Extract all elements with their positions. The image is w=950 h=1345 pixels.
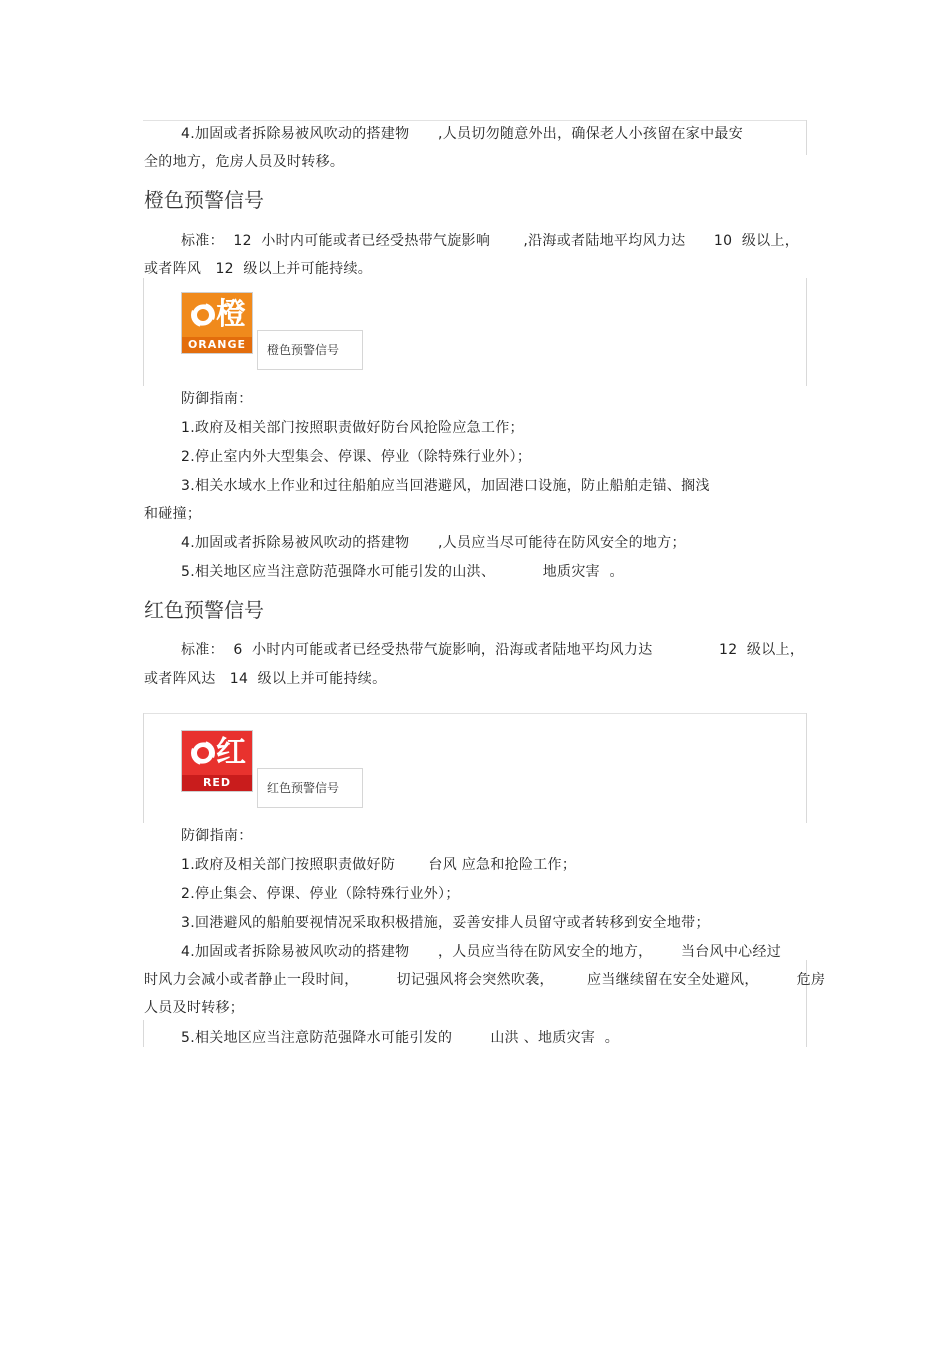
standard-text: 或者阵风 12 级以上并可能持续。 bbox=[144, 261, 373, 277]
paragraph-line: 全的地方，危房人员及时转移。 bbox=[144, 154, 345, 170]
guide-item: 1.政府及相关部门按照职责做好防台风抢险应急工作； bbox=[181, 420, 524, 436]
orange-typhoon-signal-icon bbox=[181, 292, 253, 354]
typhoon-symbol-icon bbox=[188, 738, 218, 768]
standard-text: 或者阵风达 14 级以上并可能持续。 bbox=[144, 671, 387, 687]
guide-item: 和碰撞； bbox=[144, 506, 202, 522]
table-border bbox=[143, 713, 807, 714]
guide-item: 时风力会减小或者静止一段时间， 切记强风将会突然吹袭， 应当继续留在安全处避风， 危房 bbox=[144, 972, 826, 988]
signal-caption: 橙色预警信号 bbox=[257, 330, 363, 370]
table-border-right bbox=[806, 713, 807, 823]
guide-item: 2.停止室内外大型集会、停课、停业（除特殊行业外）； bbox=[181, 449, 532, 465]
icon-band-label: ORANGE bbox=[182, 337, 252, 353]
table-border-left bbox=[143, 713, 144, 823]
guide-item: 5.相关地区应当注意防范强降水可能引发的山洪、 地质灾害 。 bbox=[181, 564, 624, 580]
table-border-top bbox=[143, 120, 807, 121]
guide-item: 4.加固或者拆除易被风吹动的搭建物 ，人员应当待在防风安全的地方， 当台风中心经过 bbox=[181, 944, 782, 960]
standard-text: 标准： 6 小时内可能或者已经受热带气旋影响，沿海或者陆地平均风力达 12 级以上， bbox=[181, 642, 805, 658]
table-border-right bbox=[806, 120, 807, 155]
section-heading-orange: 橙色预警信号 bbox=[144, 188, 264, 212]
guide-item: 5.相关地区应当注意防范强降水可能引发的 山洪 、地质灾害 。 bbox=[181, 1030, 620, 1046]
guide-item: 4.加固或者拆除易被风吹动的搭建物 ,人员应当尽可能待在防风安全的地方； bbox=[181, 535, 686, 551]
paragraph-line: 4.加固或者拆除易被风吹动的搭建物 ,人员切勿随意外出，确保老人小孩留在家中最安 bbox=[181, 126, 744, 142]
icon-band-label: RED bbox=[182, 775, 252, 791]
guide-title: 防御指南： bbox=[181, 391, 253, 407]
signal-caption: 红色预警信号 bbox=[257, 768, 363, 808]
guide-item: 1.政府及相关部门按照职责做好防 台风 应急和抢险工作； bbox=[181, 857, 577, 873]
red-typhoon-signal-icon bbox=[181, 730, 253, 792]
icon-char: 橙 bbox=[216, 297, 246, 332]
typhoon-symbol-icon bbox=[188, 300, 218, 330]
guide-title: 防御指南： bbox=[181, 828, 253, 844]
table-border-left bbox=[143, 278, 144, 386]
icon-char: 红 bbox=[216, 735, 246, 770]
table-border-left bbox=[143, 1020, 144, 1047]
guide-item: 人员及时转移； bbox=[144, 1000, 245, 1016]
standard-text: 标准： 12 小时内可能或者已经受热带气旋影响 ,沿海或者陆地平均风力达 10 级以上， bbox=[181, 233, 800, 249]
guide-item: 2.停止集会、停课、停业（除特殊行业外）； bbox=[181, 886, 460, 902]
table-border-right bbox=[806, 278, 807, 386]
guide-item: 3.回港避风的船舶要视情况采取积极措施，妥善安排人员留守或者转移到安全地带； bbox=[181, 915, 710, 931]
guide-item: 3.相关水域水上作业和过往船舶应当回港避风，加固港口设施，防止船舶走锚、搁浅 bbox=[181, 478, 710, 494]
section-heading-red: 红色预警信号 bbox=[144, 598, 264, 622]
